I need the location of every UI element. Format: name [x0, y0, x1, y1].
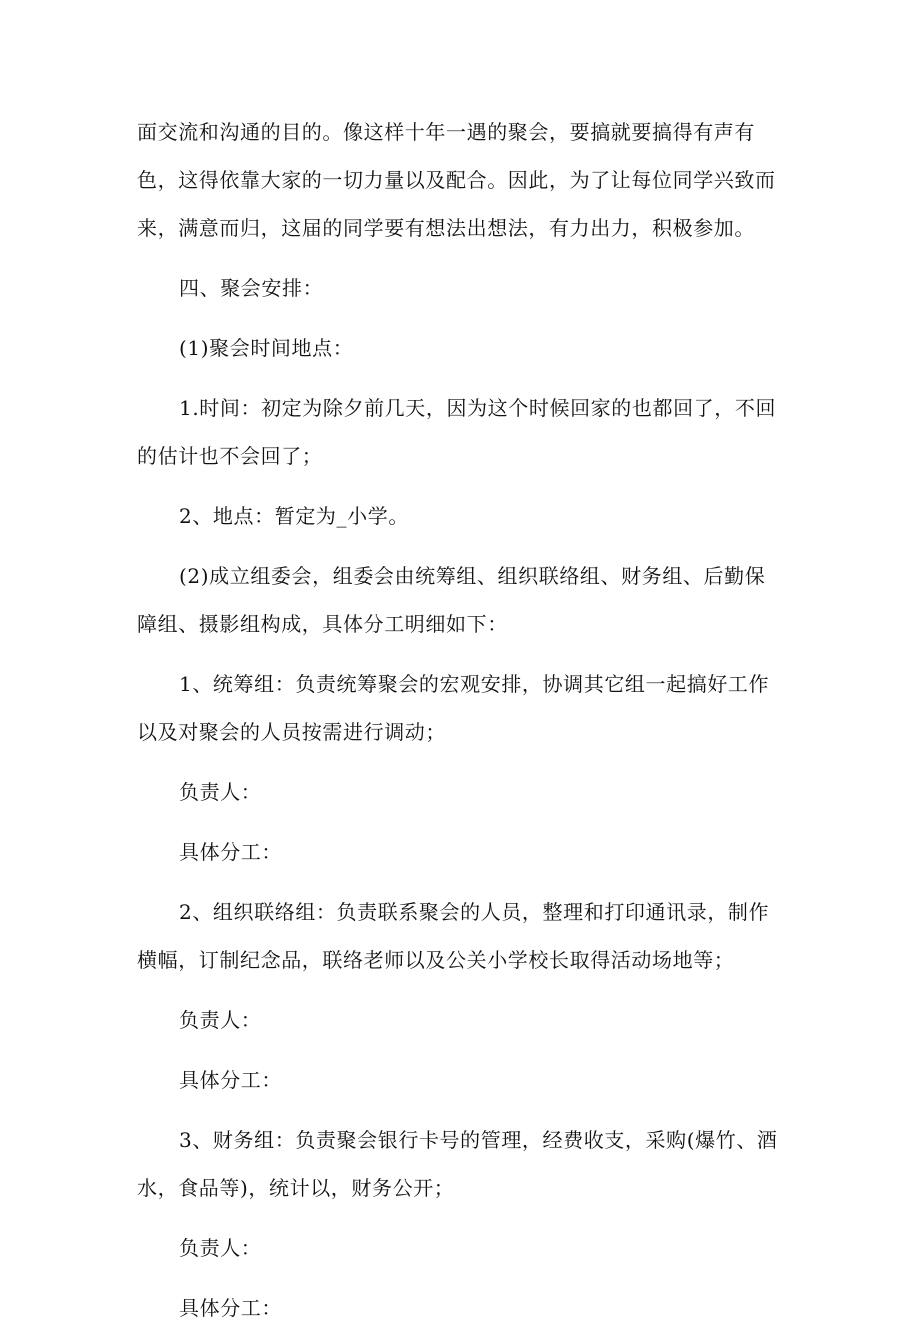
liaison-group-owner: 负责人：: [179, 1008, 262, 1032]
item-liaison-group: 2、组织联络组：负责联系聚会的人员，整理和打印通讯录，制作横幅，订制纪念品，联络老师以及公关小学校长取得活动场地等；: [137, 900, 770, 972]
planning-group-owner: 负责人：: [179, 780, 262, 804]
section-heading-arrangement: 四、聚会安排：: [179, 276, 324, 300]
planning-group-duties: 具体分工：: [179, 840, 282, 864]
paragraph-continuation: 面交流和沟通的目的。像这样十年一遇的聚会，要搞就要搞得有声有色，这得依靠大家的一切力量以及配合。因此，为了让每位同学兴致而来，满意而归，这届的同学要有想法出想法，有力出力，积极参加。: [137, 120, 776, 240]
item-time: 1.时间：初定为除夕前几天，因为这个时候回家的也都回了，不回的估计也不会回了；: [137, 396, 777, 468]
item-finance-group: 3、财务组：负责聚会银行卡号的管理，经费收支，采购(爆竹、酒水，食品等)，统计以，财务公开；: [137, 1128, 778, 1200]
liaison-group-duties: 具体分工：: [179, 1068, 282, 1092]
finance-group-owner: 负责人：: [179, 1236, 262, 1260]
subsection-committee: (2)成立组委会，组委会由统筹组、组织联络组、财务组、后勤保障组、摄影组构成，具体分工明细如下：: [137, 564, 766, 636]
item-planning-group: 1、统筹组：负责统筹聚会的宏观安排，协调其它组一起搞好工作以及对聚会的人员按需进行调动；: [137, 672, 770, 744]
document-body: [137, 108, 785, 1344]
subsection-time-place: (1)聚会时间地点：: [179, 336, 354, 360]
item-place: 2、地点：暂定为_小学。: [179, 504, 409, 528]
finance-group-duties: 具体分工：: [179, 1296, 282, 1320]
